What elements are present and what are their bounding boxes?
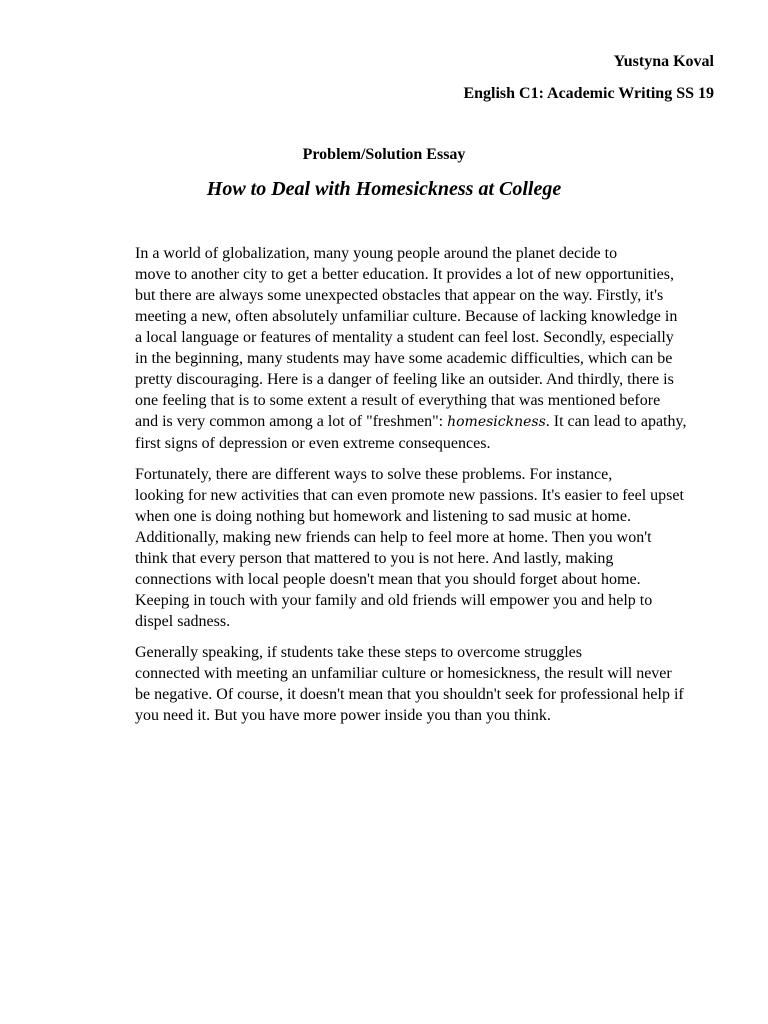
text-line: dispel sadness. <box>135 613 231 630</box>
author-name: Yustyna Koval <box>613 53 714 70</box>
text-line: In a world of globalization, many young people around the planet decide to <box>135 245 618 262</box>
course-name: English C1: Academic Writing SS 19 <box>463 85 714 102</box>
text-line: be negative. Of course, it doesn't mean that you shouldn't seek for professional help if <box>135 686 684 703</box>
text-line: when one is doing nothing but homework and listening to sad music at home. <box>135 508 631 525</box>
text-line: one feeling that is to some extent a result of everything that was mentioned before <box>135 392 661 409</box>
text-line: but there are always some unexpected obstacles that appear on the way. Firstly, it's <box>135 287 664 304</box>
text-line: looking for new activities that can even promote new passions. It's easier to feel upset <box>135 487 684 504</box>
text-line: think that every person that mattered to you is not here. And lastly, making <box>135 550 614 567</box>
text-line: a local language or features of mentality a student can feel lost. Secondly, especially <box>135 329 674 346</box>
text-line: Generally speaking, if students take these steps to overcome struggles <box>135 644 582 661</box>
text-line: connected with meeting an unfamiliar culture or homesickness, the result will never <box>135 665 672 682</box>
text-line: pretty discouraging. Here is a danger of feeling like an outsider. And thirdly, there is <box>135 371 674 388</box>
text-line: meeting a new, often absolutely unfamiliar culture. Because of lacking knowledge in <box>135 308 678 325</box>
text-line: Fortunately, there are different ways to solve these problems. For instance, <box>135 466 613 483</box>
text-segment: and is very common among a lot of "freshmen": <box>135 413 448 430</box>
text-line: you need it. But you have more power inside you than you think. <box>135 707 551 724</box>
text-line: connections with local people doesn't mean that you should forget about home. <box>135 571 641 588</box>
essay-type-heading: Problem/Solution Essay <box>302 146 466 163</box>
essay-body <box>91 243 703 736</box>
emphasized-term: homesickness <box>447 414 546 430</box>
text-line: move to another city to get a better education. It provides a lot of new opportunities, <box>135 266 674 283</box>
document-header <box>463 52 714 104</box>
text-line: first signs of depression or even extreme consequences. <box>135 435 491 452</box>
essay-title: How to Deal with Homesickness at College <box>206 178 562 200</box>
text-line-with-emphasis <box>91 411 703 433</box>
paragraph-2 <box>91 464 703 632</box>
paragraph-1 <box>91 243 703 454</box>
text-line: Keeping in touch with your family and old friends will empower you and help to <box>135 592 653 609</box>
paragraph-3 <box>91 642 703 726</box>
text-segment: . It can lead to apathy, <box>545 413 687 430</box>
text-line: Additionally, making new friends can help to feel more at home. Then you won't <box>135 529 652 546</box>
text-line: in the beginning, many students may have some academic difficulties, which can be <box>135 350 673 367</box>
